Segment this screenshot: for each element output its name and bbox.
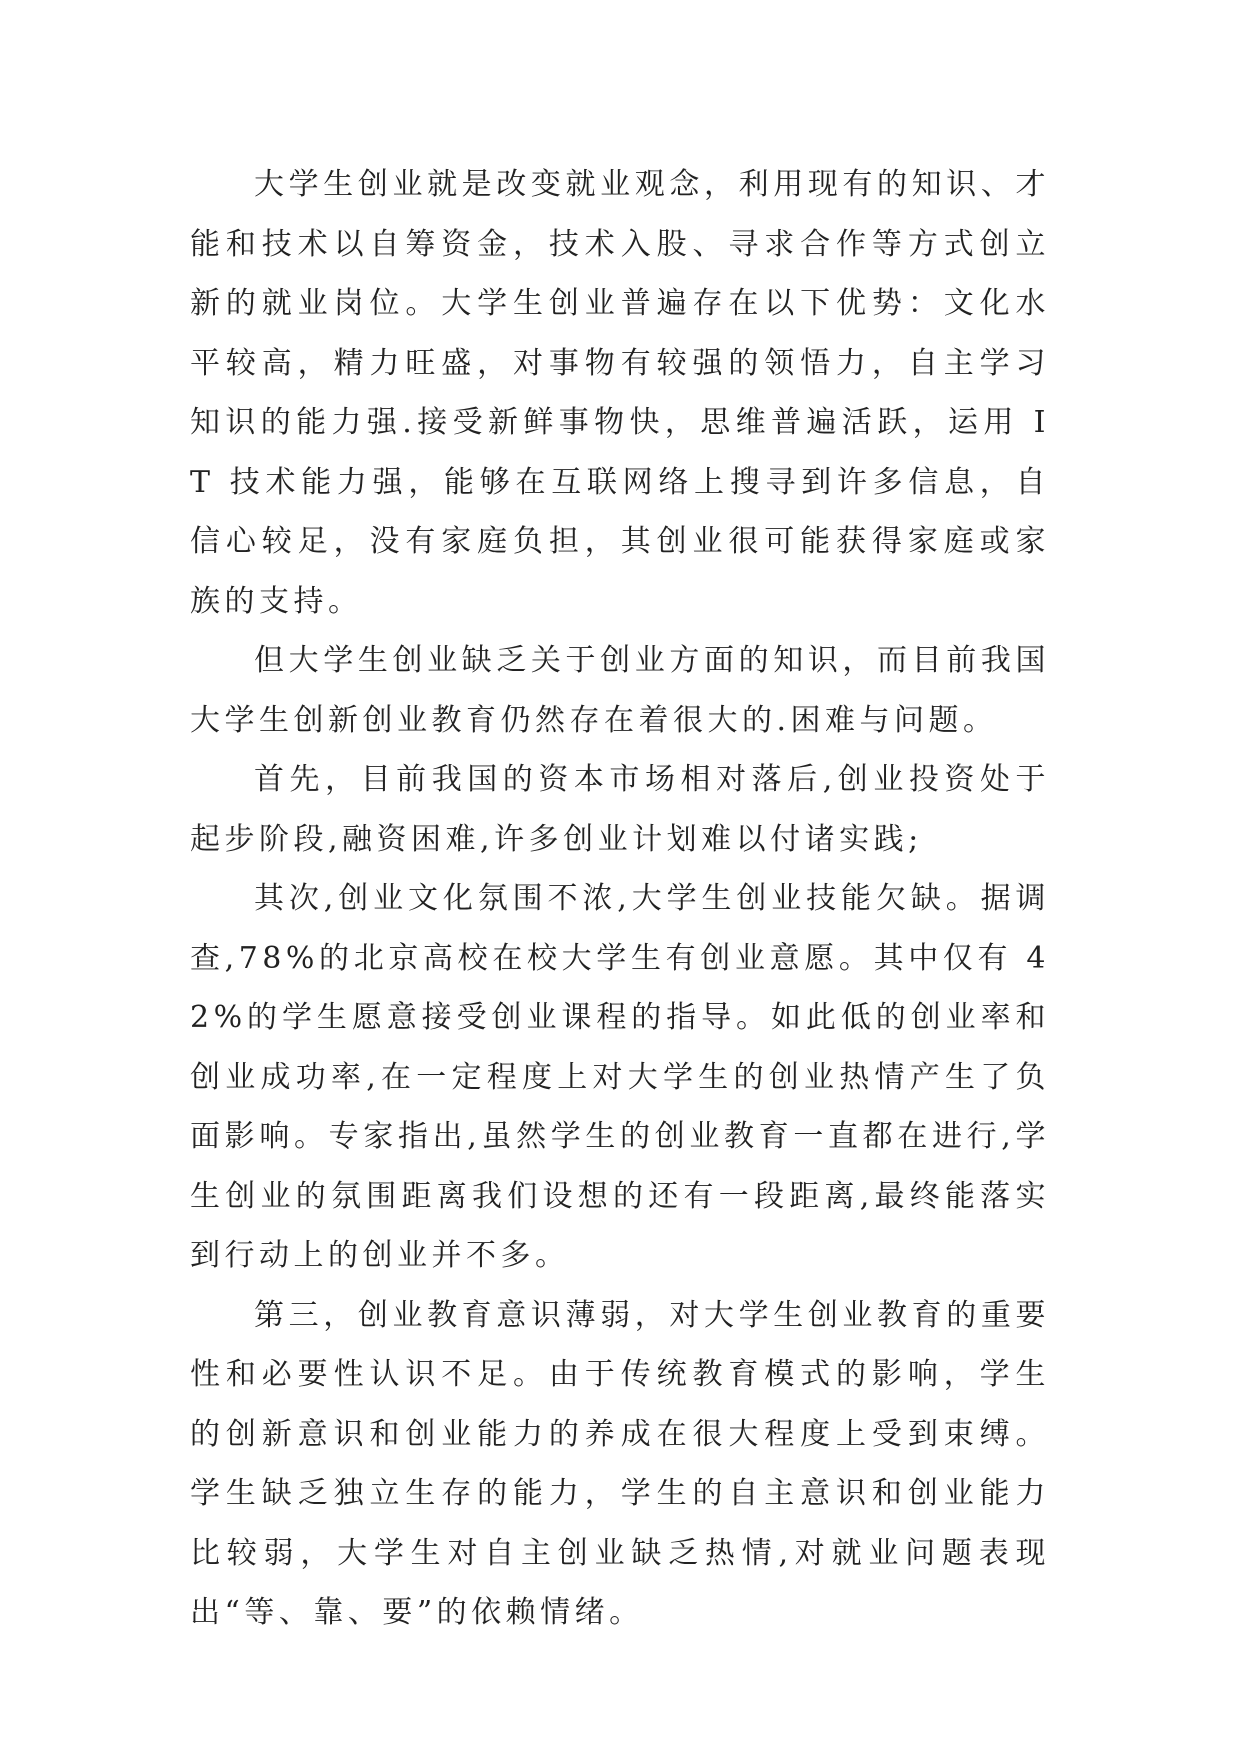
paragraph-second-culture: 其次,创业文化氛围不浓,大学生创业技能欠缺。据调查,78%的北京高校在校大学生有创业意愿。其中仅有 42%的学生愿意接受创业课程的指导。如此低的创业率和创业成功率,在一定程度上对大学生的创业热情产生了负面影响。专家指出,虽然学生的创业教育一直都在进行,学生创业的氛围距离我们设想的还有一段距离,最终能落实到行动上的创业并不多。: [190, 881, 1050, 1273]
paragraph-first-capital-market: 首先，目前我国的资本市场相对落后,创业投资处于起步阶段,融资困难,许多创业计划难以付诸实践;: [190, 762, 1050, 857]
document-body: [190, 155, 1050, 1643]
paragraph-advantages: 大学生创业就是改变就业观念，利用现有的知识、才能和技术以自筹资金，技术入股、寻求合作等方式创立新的就业岗位。大学生创业普遍存在以下优势：文化水平较高，精力旺盛，对事物有较强的领悟力，自主学习知识的能力强.接受新鲜事物快，思维普遍活跃，运用 IT 技术能力强，能够在互联网络上搜寻到许多信息，自信心较足，没有家庭负担，其创业很可能获得家庭或家族的支持。: [190, 167, 1050, 619]
paragraph-lack-of-knowledge: 但大学生创业缺乏关于创业方面的知识，而目前我国大学生创新创业教育仍然存在着很大的.困难与问题。: [190, 643, 1050, 738]
paragraph-third-awareness: 第三，创业教育意识薄弱，对大学生创业教育的重要性和必要性认识不足。由于传统教育模式的影响，学生的创新意识和创业能力的养成在很大程度上受到束缚。学生缺乏独立生存的能力，学生的自主意识和创业能力比较弱，大学生对自主创业缺乏热情,对就业问题表现出“等、靠、要”的依赖情绪。: [190, 1297, 1050, 1630]
